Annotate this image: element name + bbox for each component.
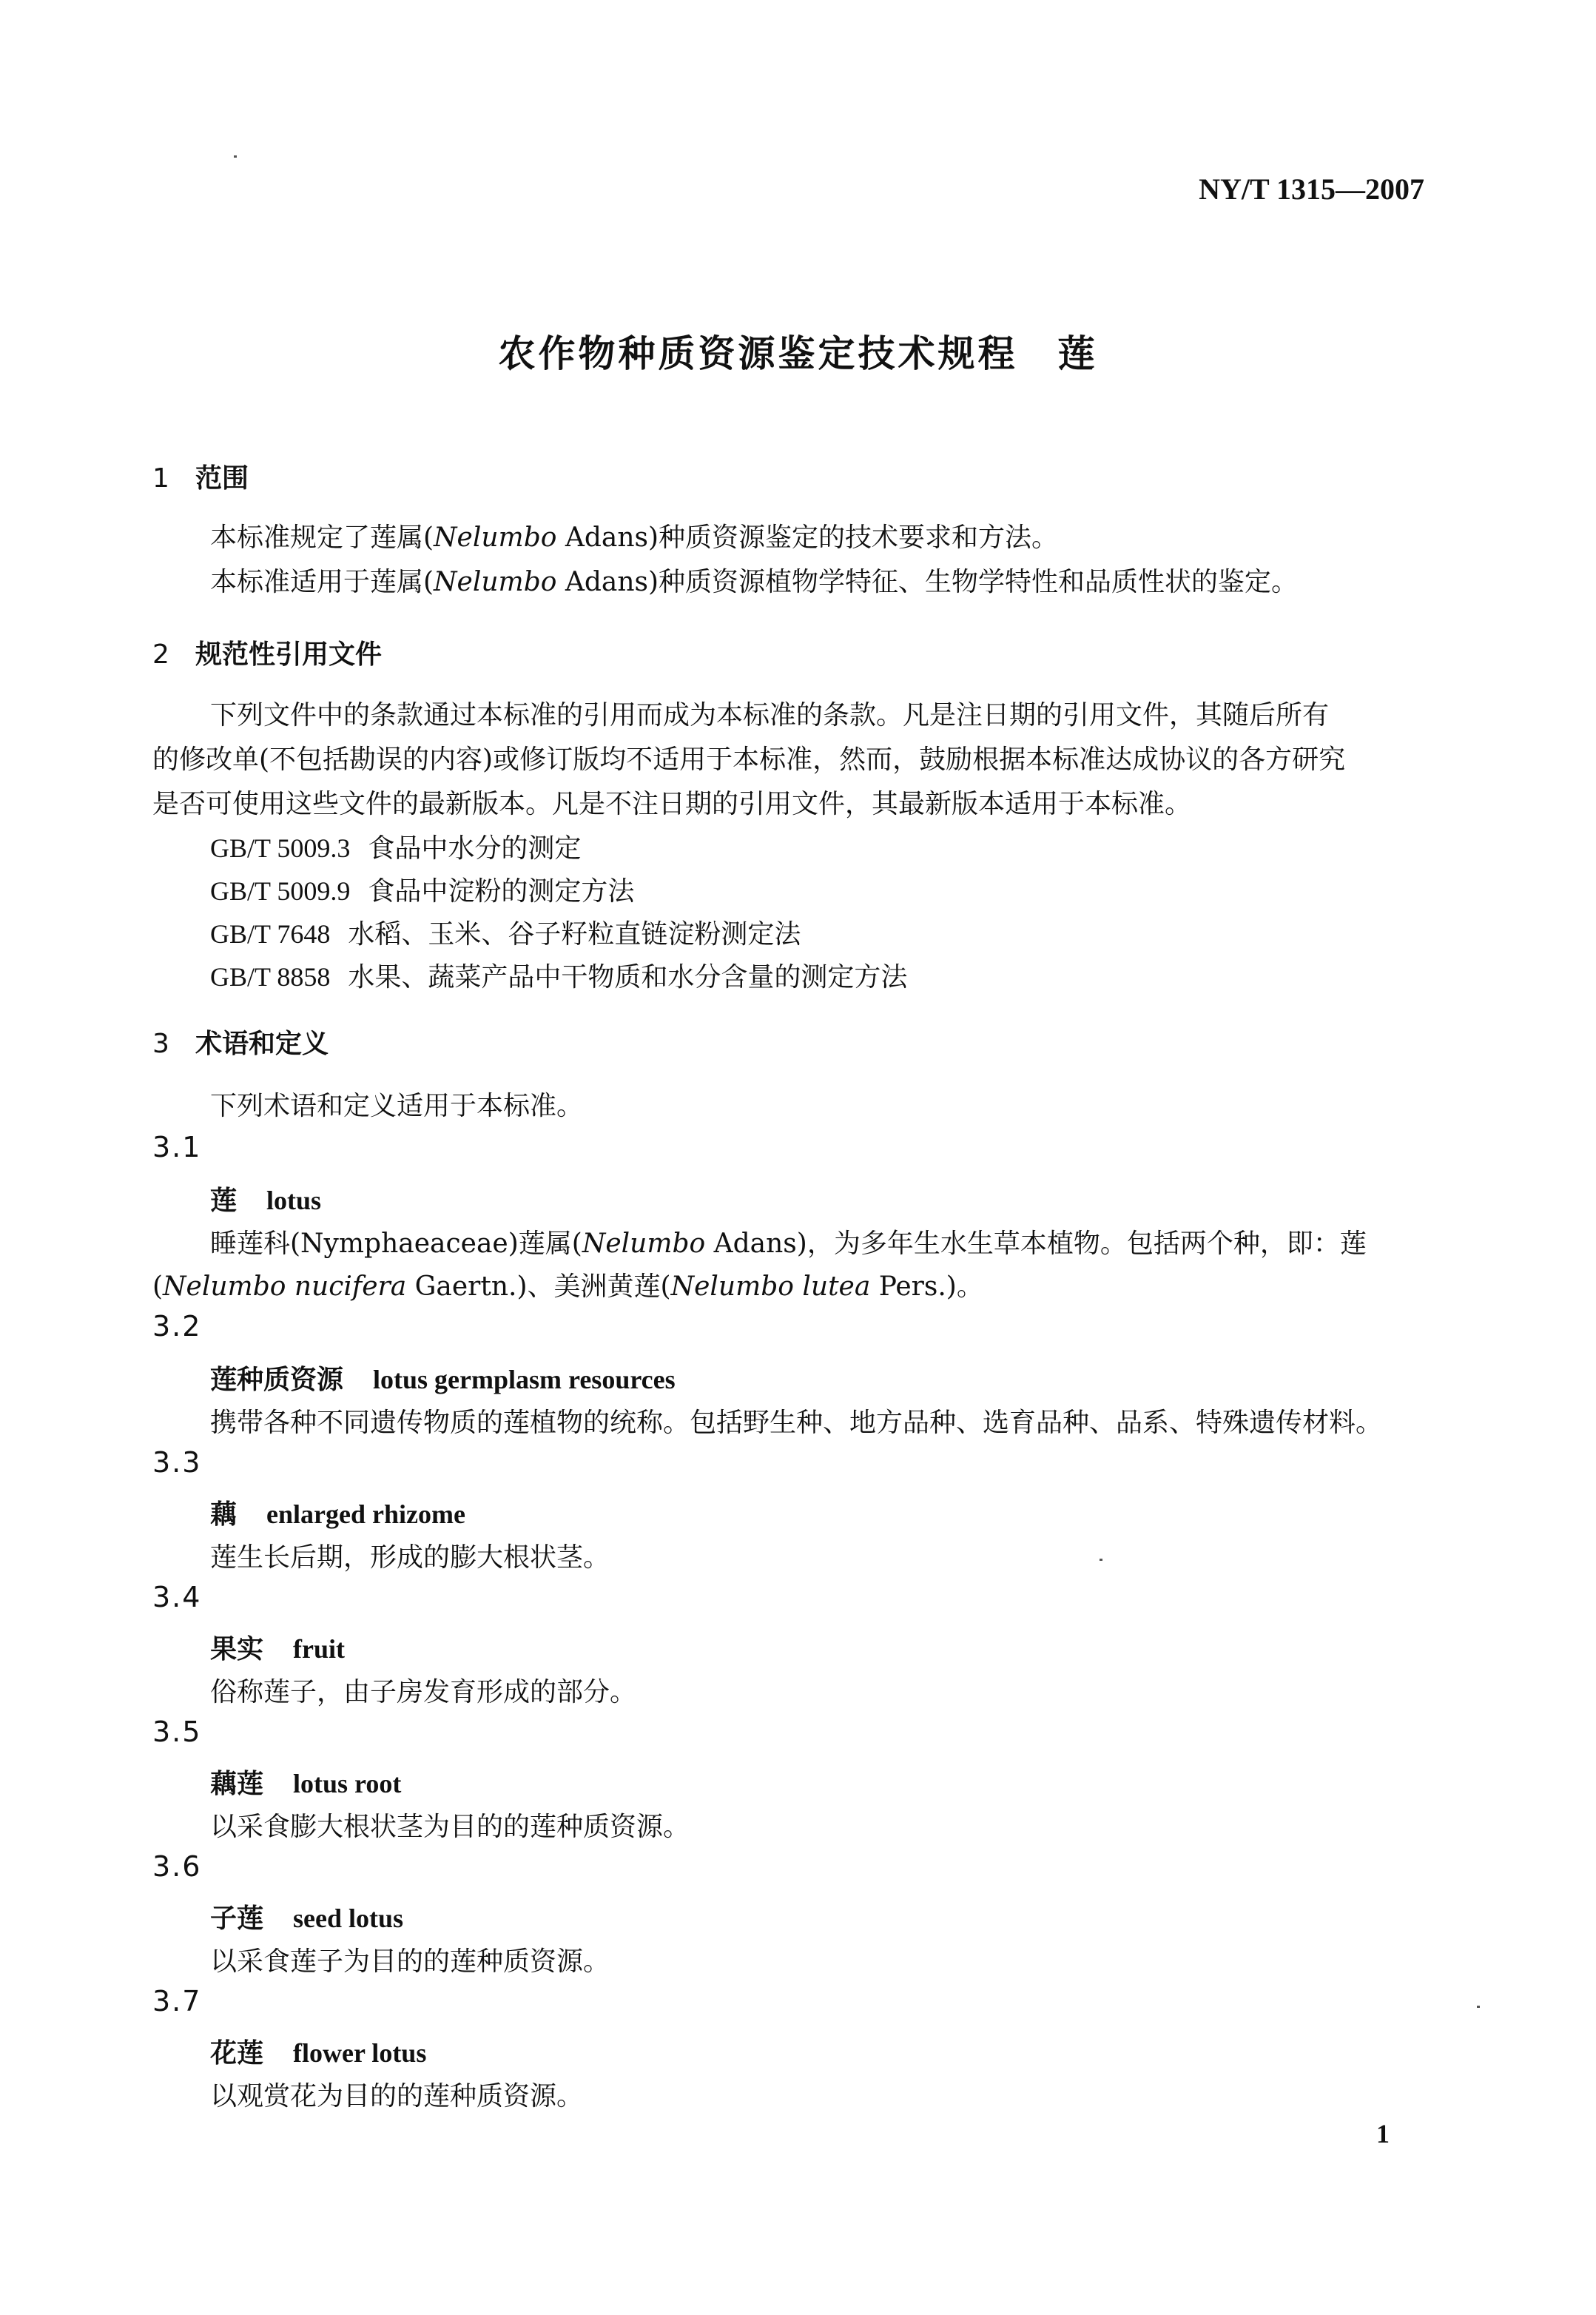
text-run: Adans)种质资源植物学特征、生物学特性和品质性状的鉴定。 [556,567,1299,597]
term-en: seed lotus [293,1904,404,1933]
reference-code: GB/T 7648 [210,919,331,949]
text-run: Gaertn.)、美洲黄莲( [406,1271,671,1302]
term-en: enlarged rhizome [266,1499,465,1529]
reference-item [210,913,801,951]
reference-code: GB/T 5009.9 [210,876,351,906]
references-paragraph-line-1: 下列文件中的条款通过本标准的引用而成为本标准的条款。凡是注日期的引用文件，其随后所有 [210,700,1330,730]
references-paragraph-line-3: 是否可使用这些文件的最新版本。凡是不注日期的引用文件，其最新版本适用于本标准。 [152,789,1192,819]
section-heading-3 [152,1023,329,1061]
clause-number: 3.5 [152,1716,202,1748]
clause-number: 3.6 [152,1850,202,1883]
text-run: 睡莲科(Nymphaeaceae)莲属( [210,1229,582,1259]
section-heading-2 [152,634,382,671]
section-number: 3 [152,1029,169,1059]
clause-number: 3.2 [152,1310,202,1343]
scope-paragraph-2 [210,561,1298,599]
term-title [210,1180,321,1217]
term-definition: 携带各种不同遗传物质的莲植物的统称。包括野生种、地方品种、选育品种、品系、特殊遗传材料。 [210,1408,1383,1438]
clause-number: 3.3 [152,1446,202,1479]
scan-speck [1477,2006,1480,2008]
term-en: fruit [293,1634,345,1664]
italic-genus: Nelumbo [434,523,557,553]
term-zh: 莲 [210,1186,238,1216]
italic-species: Nelumbo lutea [670,1271,871,1302]
scan-speck [1100,1559,1102,1561]
terms-intro: 下列术语和定义适用于本标准。 [210,1091,584,1121]
italic-genus: Nelumbo [582,1229,706,1259]
term-definition-line [210,1223,1367,1260]
term-zh: 花莲 [210,2038,264,2069]
term-en: flower lotus [293,2038,427,2068]
text-run: Pers.)。 [870,1271,983,1302]
reference-item [210,956,907,994]
section-heading-1 [152,457,249,495]
section-number: 2 [152,639,169,670]
term-zh: 莲种质资源 [210,1365,344,1395]
reference-item [210,870,634,908]
term-en: lotus [266,1186,322,1215]
text-run: Adans)种质资源鉴定的技术要求和方法。 [556,523,1059,553]
term-zh: 藕 [210,1499,238,1530]
document-title: 农作物种质资源鉴定技术规程 莲 [498,332,1098,375]
term-title [210,1898,403,1935]
term-definition: 以采食莲子为目的的莲种质资源。 [210,1946,610,1977]
document-code: NY/T 1315—2007 [1199,172,1424,206]
reference-title: 食品中淀粉的测定方法 [368,876,635,907]
italic-genus: Nelumbo [434,567,557,597]
reference-code: GB/T 5009.3 [210,833,351,863]
text-run: Adans)，为多年生水生草本植物。包括两个种，即：莲 [705,1229,1367,1259]
reference-item [210,827,581,865]
section-title: 范围 [195,463,249,494]
term-definition: 莲生长后期，形成的膨大根状茎。 [210,1542,610,1573]
references-paragraph-line-2: 的修改单(不包括勘误的内容)或修订版均不适用于本标准，然而，鼓励根据本标准达成协议的各方研究 [152,745,1346,775]
term-title [210,1763,401,1801]
term-title [210,1628,345,1666]
reference-title: 食品中水分的测定 [368,833,582,864]
text-run: ( [152,1271,164,1302]
scan-speck [234,155,237,158]
reference-title: 水稻、玉米、谷子籽粒直链淀粉测定法 [348,919,801,950]
term-title [210,1494,465,1531]
term-definition-line [152,1266,983,1303]
clause-number: 3.7 [152,1985,202,2017]
term-definition: 以观赏花为目的的莲种质资源。 [210,2081,584,2111]
term-zh: 藕莲 [210,1769,264,1799]
section-number: 1 [152,463,169,494]
term-title [210,1359,676,1397]
term-definition: 俗称莲子，由子房发育形成的部分。 [210,1677,637,1707]
section-title: 规范性引用文件 [195,639,383,670]
clause-number: 3.1 [152,1131,202,1163]
term-title [210,2032,426,2070]
scope-paragraph-1 [210,517,1058,554]
section-title: 术语和定义 [195,1029,329,1059]
term-definition: 以采食膨大根状茎为目的的莲种质资源。 [210,1812,690,1842]
text-run: 本标准适用于莲属( [210,567,434,597]
reference-code: GB/T 8858 [210,962,331,992]
clause-number: 3.4 [152,1581,202,1613]
page-number: 1 [1376,2119,1390,2148]
reference-title: 水果、蔬菜产品中干物质和水分含量的测定方法 [348,962,908,992]
term-zh: 果实 [210,1634,264,1664]
term-zh: 子莲 [210,1904,264,1934]
term-en: lotus root [293,1769,402,1798]
text-run: 本标准规定了莲属( [210,523,434,553]
italic-species: Nelumbo nucifera [163,1271,407,1302]
term-en: lotus germplasm resources [373,1365,676,1394]
